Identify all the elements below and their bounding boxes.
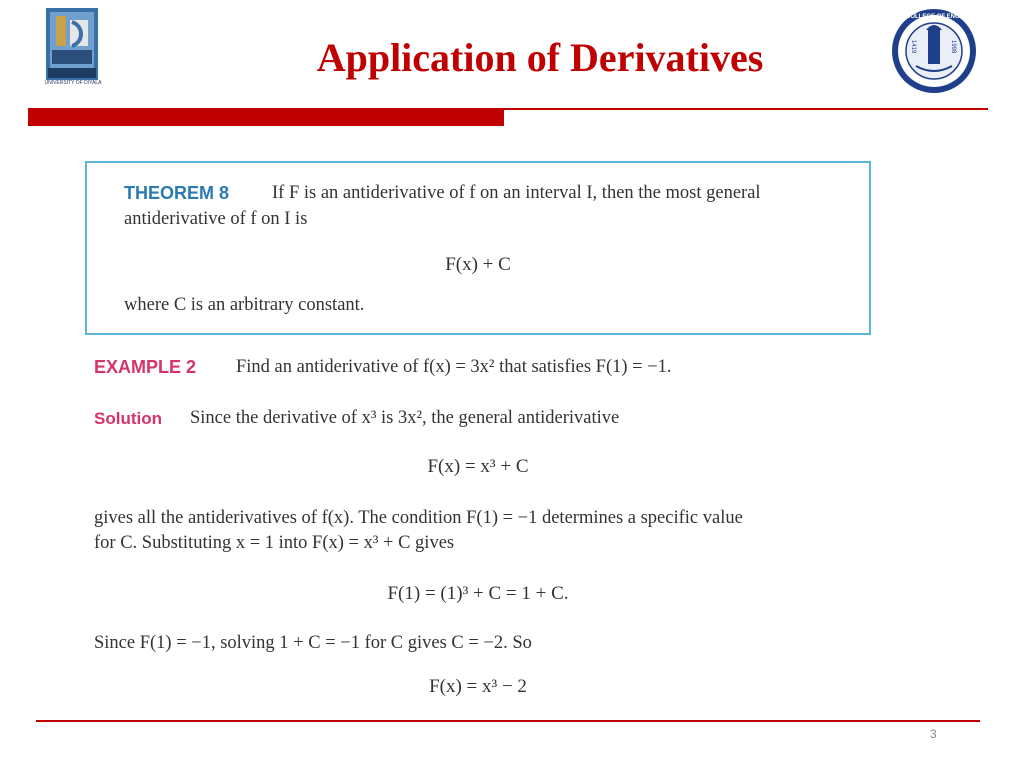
theorem-label: THEOREM 8	[124, 183, 230, 203]
left-logo-caption: UNIVERSITY OF DIYALA	[44, 80, 102, 86]
solution-line-4: Since F(1) = −1, solving 1 + C = −1 for C gives C = −2. So	[94, 633, 532, 653]
page-title: Application of Derivatives	[316, 35, 764, 80]
solution-line-1: Since the derivative of x³ is 3x², the general antiderivative	[190, 408, 620, 428]
header-accent-bar	[28, 110, 504, 126]
right-logo-year-left: 1419	[910, 40, 916, 54]
page-number: 3	[930, 727, 937, 741]
solution-label: Solution	[94, 409, 162, 428]
example-text: Find an antiderivative of f(x) = 3x² that satisfies F(1) = −1.	[236, 357, 672, 377]
solution-formula-2: F(1) = (1)³ + C = 1 + C.	[387, 583, 569, 604]
solution-line-2: gives all the antiderivatives of f(x). The condition F(1) = −1 determines a specific value	[94, 508, 743, 528]
right-logo-text: COLLEGE OF ENGINEERING	[906, 14, 989, 20]
footer-divider-line	[36, 720, 980, 722]
theorem-line-3: where C is an arbitrary constant.	[124, 295, 365, 315]
theorem-formula: F(x) + C	[445, 254, 511, 275]
college-of-engineering-seal	[886, 6, 989, 96]
example-label: EXAMPLE 2	[94, 357, 197, 377]
solution-formula-3: F(x) = x³ − 2	[429, 676, 527, 697]
solution-formula-1: F(x) = x³ + C	[427, 456, 529, 477]
right-logo-year-right: 1998	[950, 40, 956, 54]
theorem-line-2: antiderivative of f on I is	[124, 209, 308, 229]
solution-line-3: for C. Substituting x = 1 into F(x) = x³ + C gives	[94, 533, 455, 553]
theorem-line-1: If F is an antiderivative of f on an interval I, then the most general	[272, 183, 761, 203]
